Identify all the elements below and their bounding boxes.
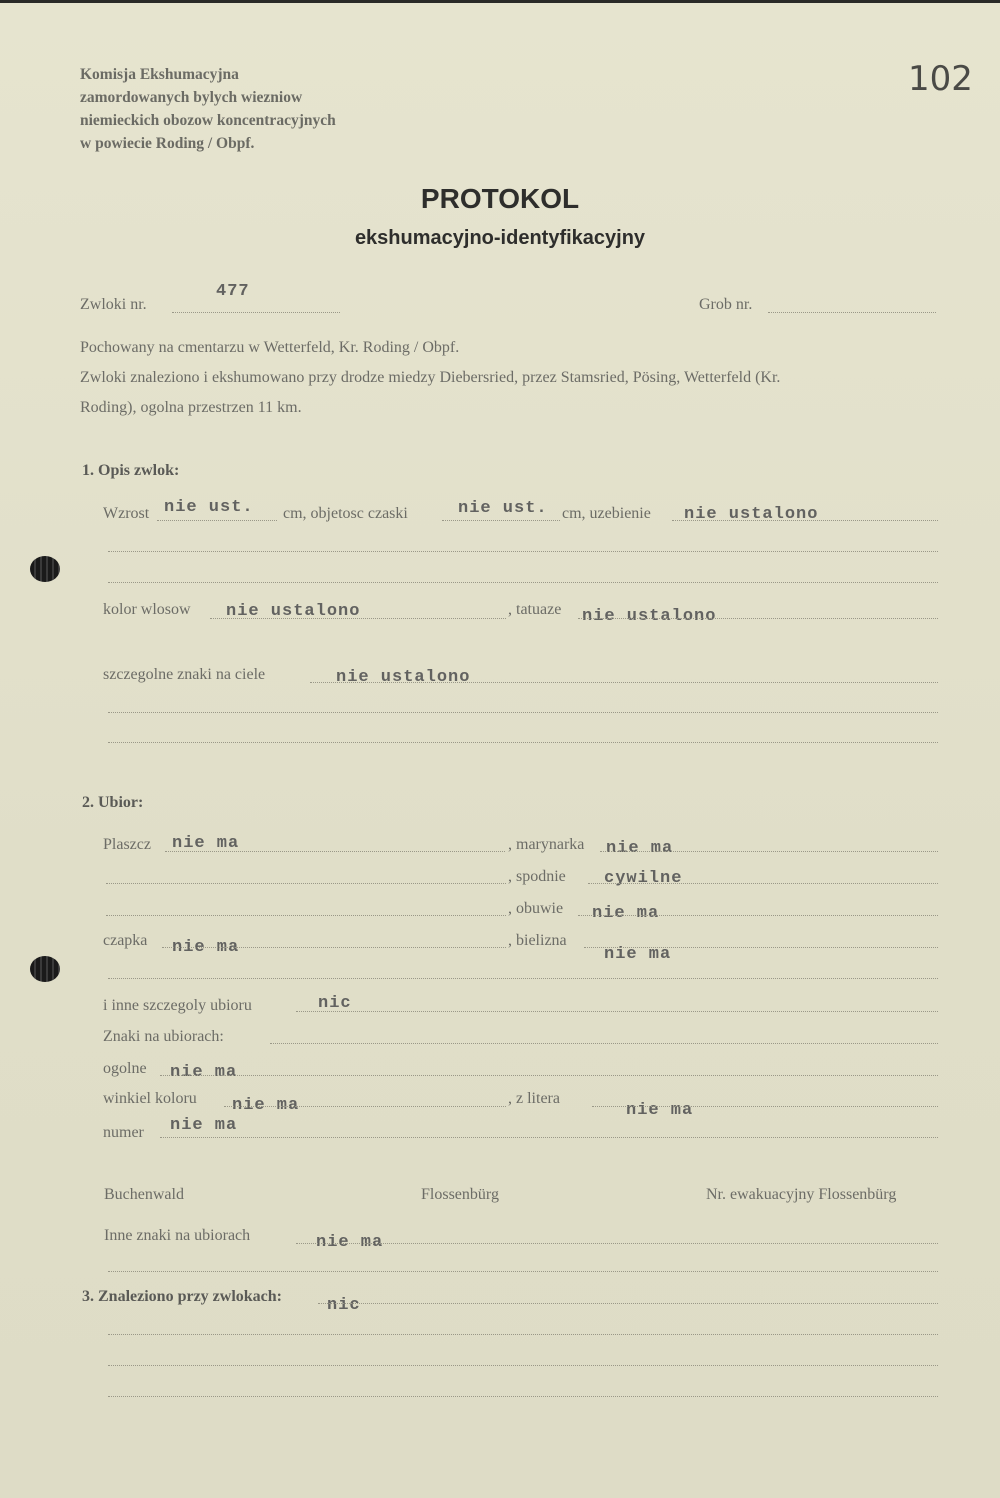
clothing-marks-heading: Znaki na ubiorach: xyxy=(103,1028,224,1045)
trousers-line xyxy=(588,883,938,884)
buchenwald-label: Buchenwald xyxy=(104,1186,184,1203)
height-label: Wzrost xyxy=(103,505,150,522)
teeth-label: cm, uzebienie xyxy=(562,505,651,522)
general-marks-label: ogolne xyxy=(103,1060,147,1077)
underwear-label: , bielizna xyxy=(508,932,567,949)
corpse-number-value: 477 xyxy=(216,282,250,301)
triangle-color-value: nie ma xyxy=(232,1096,300,1115)
corpse-number-line xyxy=(172,312,340,313)
punch-hole-bottom xyxy=(30,956,60,982)
commission-name-line3: niemieckich obozow koncentracyjnych xyxy=(80,112,336,129)
general-marks-value: nie ma xyxy=(170,1063,238,1082)
other-clothing-line xyxy=(296,1011,938,1012)
triangle-color-label: winkiel koloru xyxy=(103,1090,197,1107)
found-blank-line-1 xyxy=(108,1334,938,1335)
teeth-value: nie ustalono xyxy=(684,505,819,524)
body-marks-line xyxy=(310,682,938,683)
other-clothing-marks-value: nie ma xyxy=(316,1233,384,1252)
skull-value: nie ust. xyxy=(458,499,548,518)
letter-label: , z litera xyxy=(508,1090,560,1107)
found-blank-line-3 xyxy=(108,1396,938,1397)
cap-line xyxy=(162,947,506,948)
punch-hole-top xyxy=(30,556,60,582)
section-2-heading: 2. Ubior: xyxy=(82,794,144,811)
number-value: nie ma xyxy=(170,1116,238,1135)
found-location-text-cont: Roding), ogolna przestrzen 11 km. xyxy=(80,399,302,416)
page-number: 102 xyxy=(908,59,973,99)
general-marks-line xyxy=(160,1075,938,1076)
number-line xyxy=(160,1137,938,1138)
skull-line xyxy=(442,520,560,521)
trousers-label: , spodnie xyxy=(508,868,566,885)
grave-number-line xyxy=(768,312,936,313)
found-items-value: nic xyxy=(327,1296,361,1315)
document-title: PROTOKOL xyxy=(420,183,580,214)
blank-line-1 xyxy=(108,551,938,552)
shoes-label: , obuwie xyxy=(508,900,564,917)
tattoo-value: nie ustalono xyxy=(582,607,717,626)
section-3-heading: 3. Znaleziono przy zwlokach: xyxy=(82,1288,282,1305)
flossenburg-label: Flossenbürg xyxy=(421,1186,499,1203)
shoes-value: nie ma xyxy=(592,904,660,923)
teeth-line xyxy=(672,520,938,521)
cap-value: nie ma xyxy=(172,938,240,957)
cap-label: czapka xyxy=(103,932,148,949)
tattoo-label: , tatuaze xyxy=(508,601,562,618)
clothing-blank-line-2 xyxy=(106,915,506,916)
commission-name-line2: zamordowanych bylych wiezniow xyxy=(80,89,303,106)
shoes-line xyxy=(578,915,938,916)
coat-line xyxy=(165,851,505,852)
jacket-value: nie ma xyxy=(606,839,674,858)
hair-color-value: nie ustalono xyxy=(226,602,361,621)
blank-line-3 xyxy=(108,712,938,713)
evacuation-number-label: Nr. ewakuacyjny Flossenbürg xyxy=(706,1186,897,1203)
clothing-marks-line xyxy=(270,1043,938,1044)
corpse-number-label: Zwloki nr. xyxy=(80,296,147,313)
underwear-value: nie ma xyxy=(604,945,672,964)
coat-value: nie ma xyxy=(172,834,240,853)
found-location-text: Zwloki znaleziono i ekshumowano przy drodze miedzy Diebersried, przez Stamsried, Pösing, Wetterfeld (Kr. xyxy=(80,369,781,386)
skull-label: cm, objetosc czaski xyxy=(283,505,408,522)
jacket-line xyxy=(600,851,938,852)
grave-number-label: Grob nr. xyxy=(699,296,753,313)
section-1-heading: 1. Opis zwlok: xyxy=(82,462,180,479)
underwear-line xyxy=(584,947,938,948)
letter-line xyxy=(592,1106,938,1107)
tattoo-line xyxy=(578,618,938,619)
number-label: numer xyxy=(103,1124,144,1141)
blank-line-2 xyxy=(108,582,938,583)
height-value: nie ust. xyxy=(164,498,254,517)
hair-color-line xyxy=(210,618,506,619)
blank-line-4 xyxy=(108,742,938,743)
jacket-label: , marynarka xyxy=(508,836,585,853)
hair-color-label: kolor wlosow xyxy=(103,601,191,618)
body-marks-label: szczegolne znaki na ciele xyxy=(103,666,266,683)
commission-name-line1: Komisja Ekshumacyjna xyxy=(80,66,239,83)
triangle-color-line xyxy=(224,1106,506,1107)
trousers-value: cywilne xyxy=(604,869,683,888)
other-clothing-marks-label: Inne znaki na ubiorach xyxy=(104,1227,251,1244)
burial-place-text: Pochowany na cmentarzu w Wetterfeld, Kr. Roding / Obpf. xyxy=(80,339,460,356)
letter-value: nie ma xyxy=(626,1101,694,1120)
document-subtitle: ekshumacyjno-identyfikacyjny xyxy=(354,227,646,249)
height-line xyxy=(157,520,277,521)
other-clothing-marks-line xyxy=(296,1243,938,1244)
coat-label: Plaszcz xyxy=(103,836,151,853)
other-clothing-label: i inne szczegoly ubioru xyxy=(103,997,252,1014)
other-clothing-value: nic xyxy=(318,994,352,1013)
found-items-line xyxy=(318,1303,938,1304)
body-marks-value: nie ustalono xyxy=(336,668,471,687)
clothing-blank-line-3 xyxy=(108,978,938,979)
found-blank-line-2 xyxy=(108,1365,938,1366)
clothing-blank-line-4 xyxy=(108,1271,938,1272)
commission-name-line4: w powiecie Roding / Obpf. xyxy=(80,135,255,152)
clothing-blank-line-1 xyxy=(106,883,506,884)
